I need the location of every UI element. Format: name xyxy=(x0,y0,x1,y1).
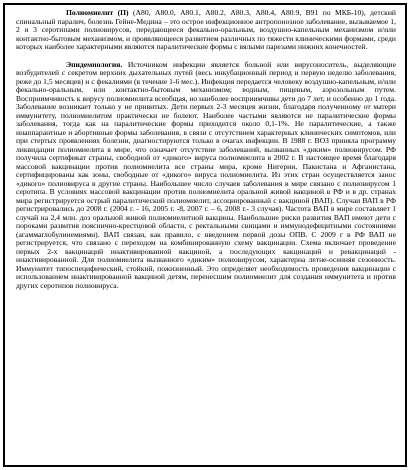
term-heading: Полиомиелит (П) xyxy=(66,8,129,17)
paragraph-text: (А80, А80.0, А80.1, А80.2, А80.3, А80.4, А80.9, В91 по МКБ-10), детский спинальный паралич, болезнь Гейне-Медина – это острое инфекционное антропонозное заболевание, вызываемое 1, 2 и 3 серотипами полиовирусов, передающееся фекально-оральным, воздушно-капельным механизмом и/или контактно-бытовым механизмом, и проявляющееся развитием различных по тяжести клиническими формами, среди которых наиболее характерными являются паралитические формы с вялыми парезами нижних конечностей. xyxy=(16,8,396,51)
epidemiology-paragraph xyxy=(16,61,396,291)
definition-paragraph xyxy=(16,9,396,52)
paragraph-text: Источником инфекции является больной или вирусоноситель, выделяющие возбудителей с секретом верхних дыхательных путей (весь инкубационный период и первую неделю заболевания, реже до 1,5 месяцев) и с фекалиями (в течение 1-6 мес.). Инфекция передается человеку воздушно-капельным, и/или фекально-оральным, или контактно-бытовым механизмом; водным, пищевым, aэрозольным путем. Восприимчивость к вирусу полиомиелита всеобщая, но наиболее восприимчивы дети до 7 лет, и особенно до 1 года. Заболевание возникает только у не привитых. Дети первых 2-3 месяцев жизни, благодаря полученному от матери иммунитету, полиомиелитом практически не болеют. Наиболее частыми являются не паралитические формы заболевания, тогда как на паралитические формы приходится около 0,1-1%. Не паралитические, а также инаппарантные и абортивные формы заболевания, в связи с отсутствием характерных клинических симптомов, или при стертых проявлениях болезни, диагностируются только в очагах инфекции. В 1988 г. ВОЗ приняла программу ликвидации полиомиелита в мире, что означает отсутствие заболеваний, вызванных «диким» полиовирусом. РФ получила сертификат страны, свободной от «дикого» вируса полиомиелита в 2002 г. В настоящее время благодаря массовой вакцинации против полиомиелита все страны мира, кроме Нигерии, Пакистана и Афганистана, сертифицированы как зоны, свободные от «дикого» вируса полиомиелита. Из этих стран осуществляется занос «дикого» полиовируса в другие страны. Наибольшее число случаев заболевания в мире связано с полиовирусом 1 серотипа. В условиях массовой вакцинации против полиомиелита оральной живой вакциной в РФ и в др. странах мира регистрируется острый паралитический полиомиелит, ассоциированный с вакциной (ВАП). Случаи ВАП в РФ регистрировались до 2008 г. (2004 г. - 16, 2005 г. -8, 2007 г. – 6, 2008 г.- 3 случая). Частота ВАП в мире составляет 1 случай на 2,4 млн. доз оральной живой полиомиелитной вакцины. Наибольшие риски развития ВАП имеют дети с пороками развития пояснично-крестцовой области, с ректальными свищами и иммунодефицитными состояниями (агаммаглобулинемиями). ВАП связан, как правило, с введением первой дозы ОПВ. С 2009 г в РФ ВАП не регистрируется, что связано с переходом на комбинированную схему вакцинации. Схема включает проведение первых 2-х вакцинаций инактивированной вакциной, а последующих вакцинаций и ревакцинаций - инактивированной. Для полиомиелита вызванного «диким» полиовирусом, характерна летне-осенняя сезонность. Иммунитет типоспецифический, стойкий, пожизненный. Это определяет необходимость проведения вакцинации с использованием инактивированной вакциной детям, перенесшим полиомиелит для создания иммунитета и против других серотипов полиовируса. xyxy=(16,59,396,290)
document-page xyxy=(3,3,407,467)
section-heading: Эпидемиология. xyxy=(66,59,123,69)
